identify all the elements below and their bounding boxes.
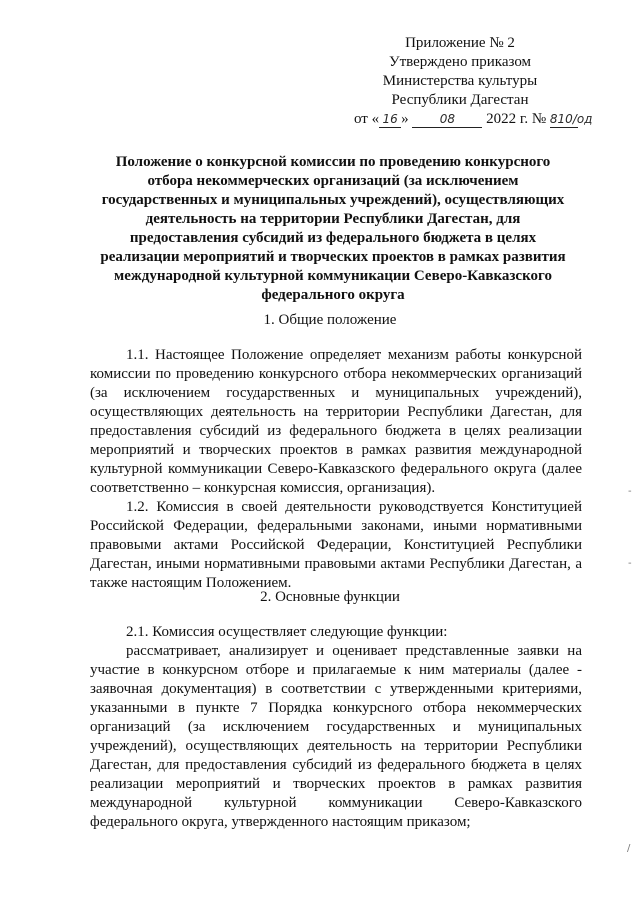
republic-name: Республики Дагестан (391, 92, 529, 108)
document-title (86, 153, 580, 305)
section-1-heading: 1. Общие положение (263, 312, 397, 328)
date-close-quote: » (401, 111, 409, 127)
title-line: Положение о конкурсной комиссии по проведению конкурсного (115, 154, 551, 170)
section-2-heading: 2. Основные функции (260, 589, 400, 605)
title-line: предоставления субсидий из федерального бюджета в целях (129, 230, 537, 246)
title-line: федерального округа (261, 287, 405, 303)
ministry-name: Министерства культуры (382, 73, 538, 89)
date-prefix: от « (354, 111, 380, 127)
title-line: отбора некоммерческих организаций (за исключением (147, 173, 519, 189)
title-line: деятельность на территории Республики Дагестан, для (145, 211, 521, 227)
order-month: 08 (412, 112, 482, 128)
appendix-number: Приложение № 2 (405, 35, 515, 51)
scan-mark: - (628, 558, 632, 569)
order-day: 16 (379, 112, 401, 128)
paragraph-2-1: 2.1. Комиссия осуществляет следующие функции: (126, 624, 448, 640)
approved-by-order: Утверждено приказом (388, 54, 532, 70)
paragraph-1-2: 1.2. Комиссия в своей деятельности руководствуется Конституцией Российской Федерации, федеральными законами, иными нормативными правовыми актами Российской Федерации, Конституцией Республики Дагестан, иными нормативными правовыми актами Республики Дагестан, а также настоящим Положением. (90, 499, 582, 591)
title-line: реализации мероприятий и творческих проектов в рамках развития (100, 249, 566, 265)
section-2-body (90, 623, 582, 832)
scan-mark: - (628, 486, 632, 497)
title-line: международной культурной коммуникации Северо-Кавказского (114, 268, 552, 284)
order-number: 810/од (549, 112, 593, 126)
order-date-line (354, 110, 593, 129)
title-line: государственных и муниципальных учреждений), осуществляющих (101, 192, 565, 208)
paragraph-1-1: 1.1. Настоящее Положение определяет механизм работы конкурсной комиссии по проведению конкурсного отбора некоммерческих организаций (за исключением государственных и муниципальных учреждений), осуществляющих деятельность на территории Республики Дагестан, для предоставления субсидий из федерального бюджета в целях реализации мероприятий и творческих проектов в рамках развития международной культурной коммуникации Северо-Кавказского федерального округа (далее соответственно – конкурсная комиссия, организация). (90, 347, 582, 496)
approval-block (354, 34, 593, 129)
order-year-number-label: 2022 г. № (486, 111, 547, 127)
section-1-body (90, 346, 582, 593)
paragraph-2-1-item: рассматривает, анализирует и оценивает представленные заявки на участие в конкурсном отборе и прилагаемые к ним материалы (далее - заявочная документация) в соответствии с утвержденными критериями, указанными в пункте 7 Порядка конкурсного отбора некоммерческих организаций (за исключением государственных и муниципальных учреждений), осуществляющих деятельность на территории Республики Дагестан, для предоставления субсидий из федерального бюджета в целях реализации мероприятий и творческих проектов в рамках развития международной культурной коммуникации Северо-Кавказского федерального округа, утвержденного настоящим приказом; (90, 643, 582, 830)
scan-mark: / (627, 843, 631, 854)
